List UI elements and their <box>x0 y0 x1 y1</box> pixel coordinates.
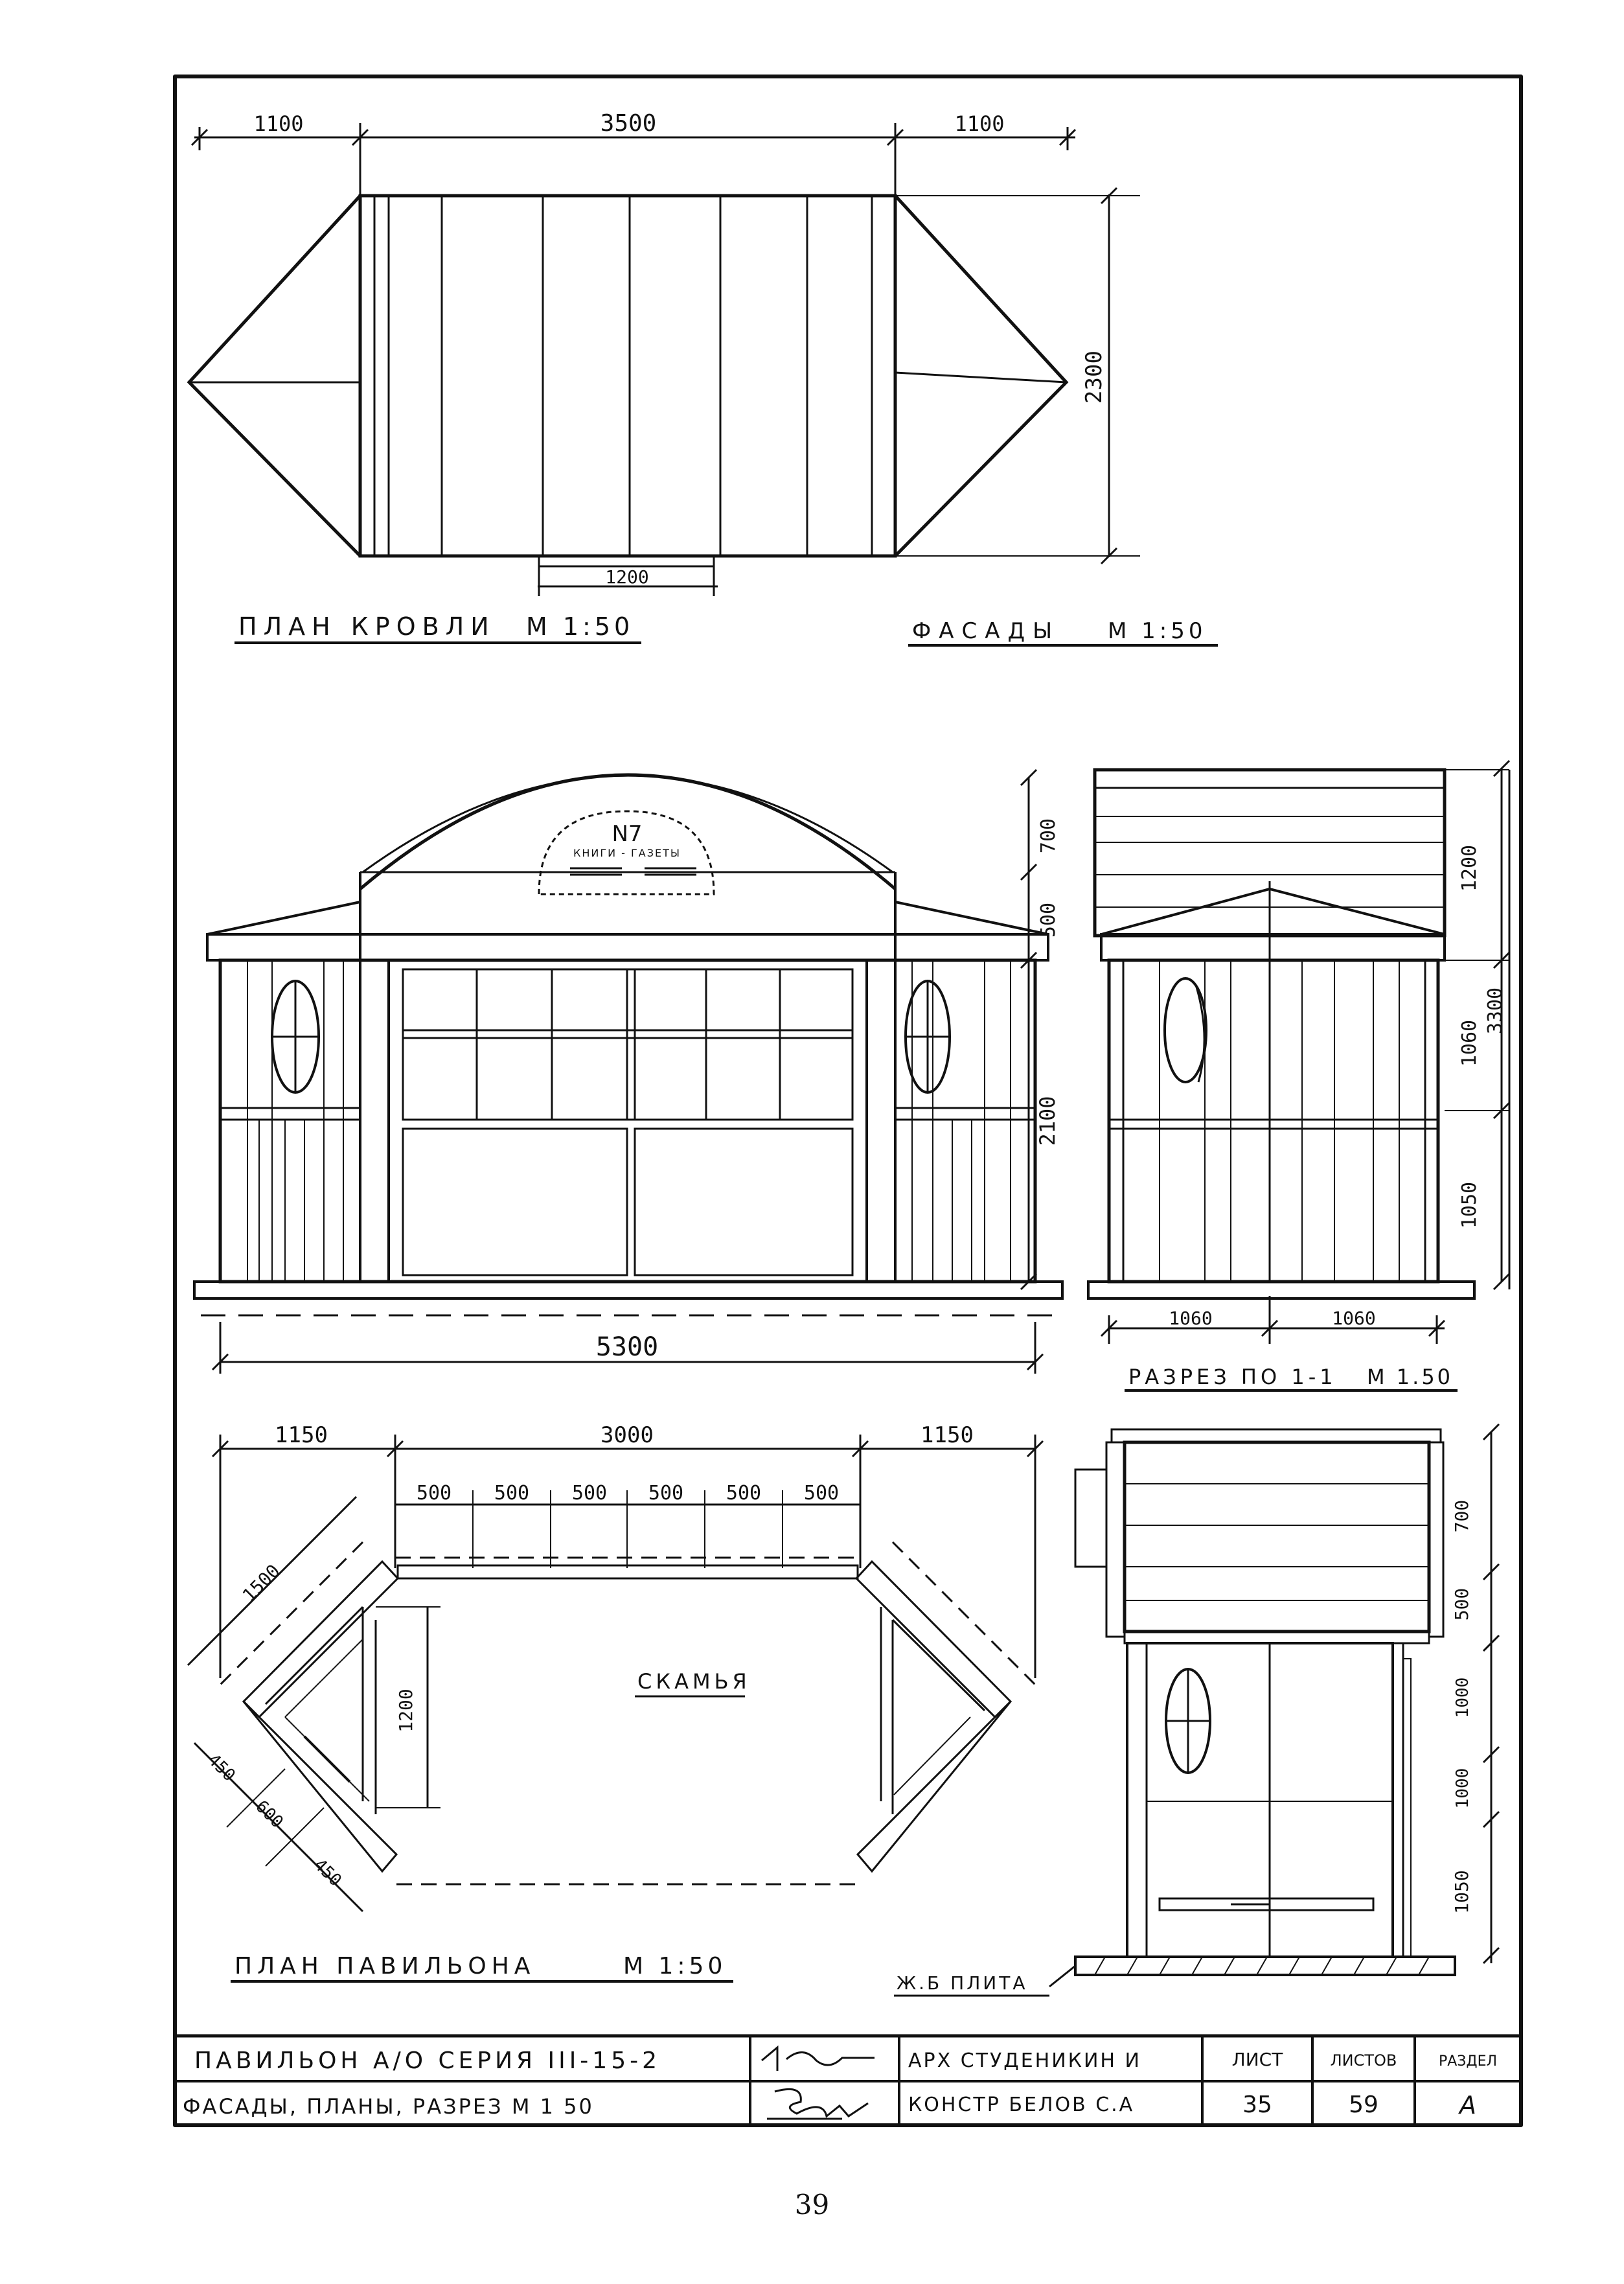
front-facade <box>194 770 1062 1374</box>
section-labels <box>894 1500 1472 1996</box>
pavilion-plan <box>188 1435 1043 1911</box>
signature-arch <box>762 2048 875 2071</box>
side-elevation-labels <box>1125 845 1507 1390</box>
dim-side-3300: 3300 <box>1484 987 1507 1035</box>
dim-facade-500: 500 <box>1037 902 1060 938</box>
dim-section-1000b: 1000 <box>1453 1768 1472 1809</box>
dim-plan-diag-1500: 1500 <box>238 1560 284 1606</box>
slab-label: Ж.Б ПЛИТА <box>897 1972 1028 1994</box>
dim-section-1050: 1050 <box>1451 1870 1472 1914</box>
dim-roof-left: 1100 <box>253 111 304 136</box>
dim-module-4: 500 <box>648 1482 684 1505</box>
sheets-value: 59 <box>1349 2092 1378 2118</box>
dim-facade-5300: 5300 <box>595 1332 659 1362</box>
section-scale: М 1.50 <box>1367 1365 1454 1389</box>
section-title: РАЗРЕЗ ПО 1-1 <box>1128 1365 1337 1389</box>
facades-title: ФАСАДЫ <box>912 618 1060 644</box>
arch-role: АРХ СТУДЕНИКИН И <box>908 2049 1141 2072</box>
dim-roof-middle: 3500 <box>600 110 657 137</box>
dim-plan-right: 1150 <box>921 1422 974 1448</box>
roof-plan <box>189 123 1140 596</box>
page-number: 39 <box>794 2189 830 2221</box>
dim-module-2: 500 <box>494 1482 530 1505</box>
pavilion-plan-labels <box>203 1422 974 1981</box>
dim-side-width-2: 1060 <box>1332 1308 1376 1329</box>
dim-side-width-1: 1060 <box>1169 1308 1213 1329</box>
dim-roof-right: 1100 <box>954 111 1005 136</box>
dim-plan-450b: 450 <box>310 1855 345 1891</box>
sign-number: N7 <box>612 821 643 847</box>
title-row1: ПАВИЛЬОН А/О СЕРИЯ III-15-2 <box>194 2048 661 2074</box>
constr-role: КОНСТР БЕЛОВ С.А <box>908 2094 1135 2116</box>
dim-module-1: 500 <box>416 1482 452 1505</box>
roof-plan-labels <box>234 110 1218 645</box>
pavilion-plan-scale: М 1:50 <box>623 1953 727 1979</box>
dim-section-700: 700 <box>1451 1499 1472 1533</box>
section-1-1 <box>1049 1424 1499 1987</box>
dim-module-3: 500 <box>571 1482 608 1505</box>
title-block-text <box>183 2048 1497 2119</box>
sheet-header: ЛИСТ <box>1231 2049 1283 2070</box>
dim-roof-height: 2300 <box>1081 351 1107 404</box>
dim-plan-depth-1200: 1200 <box>395 1689 417 1733</box>
side-elevation <box>1088 761 1509 1344</box>
pavilion-plan-title: ПЛАН ПАВИЛЬОНА <box>234 1953 536 1979</box>
signature-constr <box>767 2089 868 2119</box>
dim-facade-700: 700 <box>1037 818 1060 854</box>
roof-plan-scale: М 1:50 <box>526 612 634 641</box>
dim-side-1200: 1200 <box>1458 844 1481 892</box>
sheet-value: 35 <box>1242 2092 1272 2118</box>
dim-plan-450a: 450 <box>203 1750 239 1786</box>
sheets-header: ЛИСТОВ <box>1330 2051 1397 2070</box>
dim-side-1050: 1050 <box>1458 1181 1481 1229</box>
dim-plan-left: 1150 <box>275 1422 328 1448</box>
sign-text: КНИГИ - ГАЗЕТЫ <box>573 847 681 859</box>
dim-roof-door: 1200 <box>605 566 649 588</box>
bench-label: СКАМЬЯ <box>637 1669 751 1694</box>
sheet-frame <box>175 76 1521 2125</box>
facades-scale: М 1:50 <box>1108 618 1207 644</box>
dim-facade-2100: 2100 <box>1035 1096 1060 1146</box>
dim-section-500: 500 <box>1451 1587 1472 1621</box>
dim-plan-middle: 3000 <box>600 1422 654 1448</box>
dim-module-5: 500 <box>726 1482 762 1505</box>
section-header: РАЗДЕЛ <box>1438 2053 1498 2070</box>
dim-side-1060: 1060 <box>1458 1019 1481 1067</box>
roof-plan-title: ПЛАН КРОВЛИ <box>238 612 496 641</box>
dim-plan-600: 600 <box>251 1797 287 1832</box>
section-value: А <box>1459 2091 1476 2119</box>
title-row2: ФАСАДЫ, ПЛАНЫ, РАЗРЕЗ М 1 50 <box>183 2094 594 2119</box>
dim-module-6: 500 <box>803 1482 840 1505</box>
dim-section-1000a: 1000 <box>1453 1677 1472 1718</box>
